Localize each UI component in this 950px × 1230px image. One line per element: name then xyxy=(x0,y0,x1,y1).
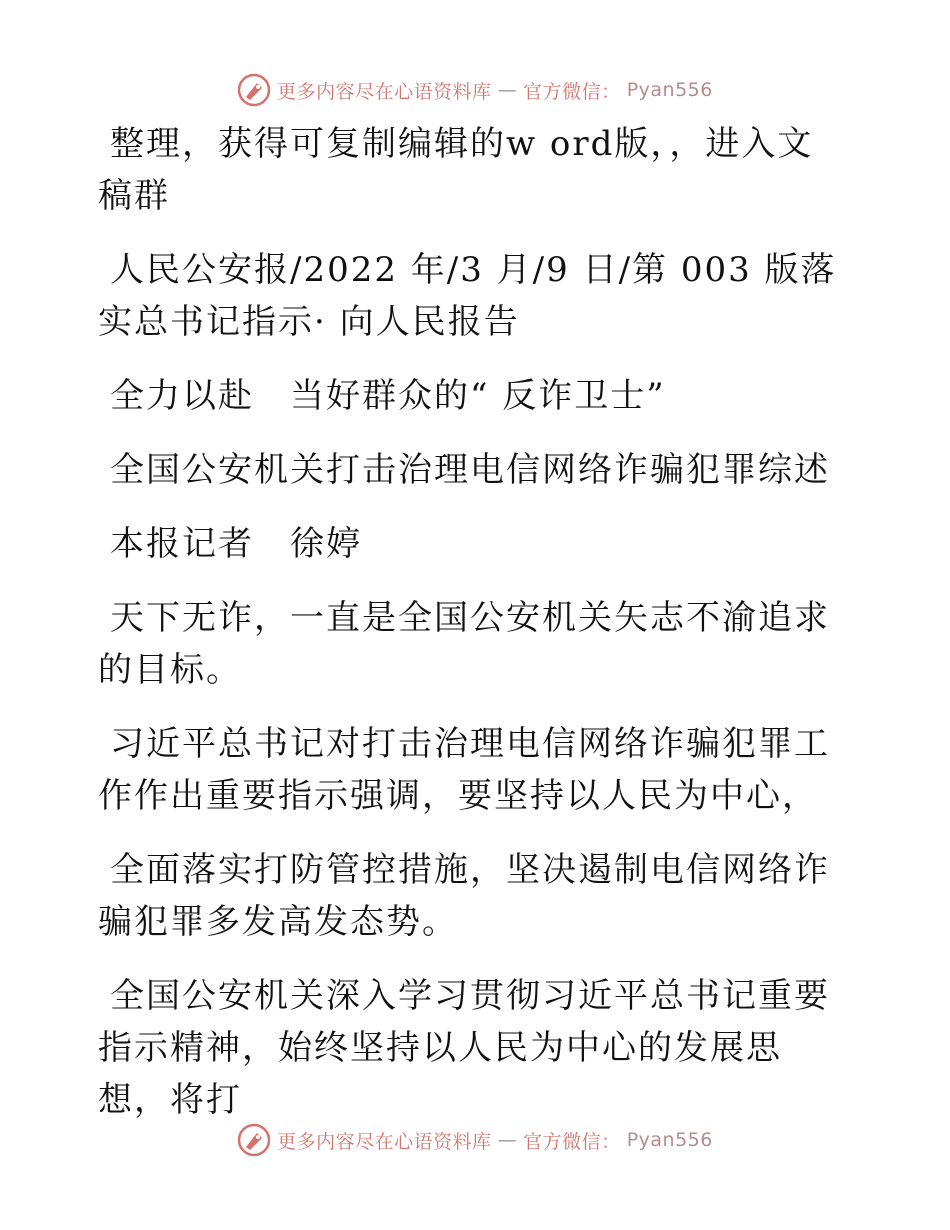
paragraph: 全力以赴 当好群众的“ 反诈卫士” xyxy=(110,376,666,416)
watermark-official-label: 官方微信： xyxy=(523,1130,621,1153)
document-body xyxy=(98,118,838,1148)
watermark-separator: — xyxy=(497,1129,518,1151)
paragraph: 天下无诈，一直是全国公安机关矢志不渝追求的目标。 xyxy=(98,598,830,690)
watermark-site-text: 更多内容尽在心语资料库 xyxy=(277,80,492,103)
watermark-site-text: 更多内容尽在心语资料库 xyxy=(277,1130,492,1153)
paragraph: 人民公安报/2022 年/3 月/9 日/第 003 版落实总书记指示· 向人民报告 xyxy=(98,250,837,342)
watermark-separator: — xyxy=(497,79,518,101)
footer-watermark xyxy=(0,1120,950,1160)
pen-nib-logo-icon xyxy=(237,1123,271,1157)
header-watermark xyxy=(0,70,950,110)
paragraph: 本报记者 徐婷 xyxy=(110,524,362,564)
watermark-wechat-id: Pyan556 xyxy=(626,79,713,101)
pen-nib-logo-icon xyxy=(237,73,271,107)
paragraph: 全国公安机关深入学习贯彻习近平总书记重要指示精神，始终坚持以人民为中心的发展思想，将打 xyxy=(98,976,830,1120)
watermark-official-label: 官方微信： xyxy=(523,80,621,103)
paragraph: 习近平总书记对打击治理电信网络诈骗犯罪工作作出重要指示强调，要坚持以人民为中心， xyxy=(98,724,830,816)
paragraph: 整理，获得可复制编辑的w ord版，，进入文稿群 xyxy=(98,124,814,216)
watermark-wechat-id: Pyan556 xyxy=(626,1129,713,1151)
paragraph: 全国公安机关打击治理电信网络诈骗犯罪综述 xyxy=(110,450,830,490)
paragraph: 全面落实打防管控措施，坚决遏制电信网络诈骗犯罪多发高发态势。 xyxy=(98,850,830,942)
